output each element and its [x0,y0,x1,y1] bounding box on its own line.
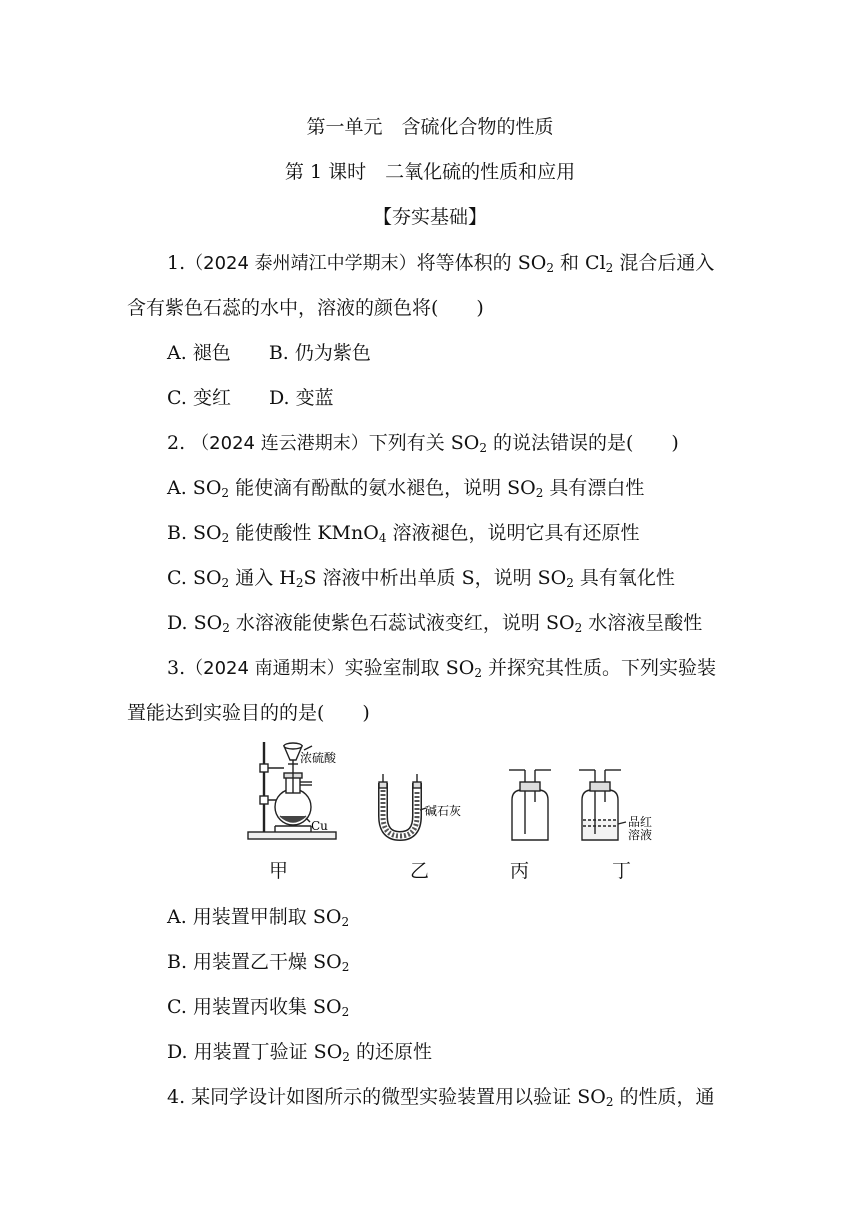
q2-option-a: A. $SO_2$ 能使滴有酚酞的氨水褪色，说明 $SO_2$ 具有漂白性 [167,477,645,500]
apparatus-ding-icon [579,770,626,840]
q3-stem-line2: 置能达到实验目的的是( ) [127,702,370,724]
lesson-title: 第 1 课时 二氧化硫的性质和应用 [284,161,576,183]
apparatus-bing-icon [509,770,551,840]
q1-stem-line1: 1.（2024 泰州靖江中学期末）将等体积的 $SO_2$ 和 $Cl_2$ 混合后通入 [167,252,715,275]
figure-label-yi: 乙 [410,860,430,882]
q3-option-a: A. 用装置甲制取 $SO_2$ [167,906,350,929]
q2-option-d: D. $SO_2$ 水溶液能使紫色石蕊试液变红，说明 $SO_2$ 水溶液呈酸性 [167,612,703,635]
q3-source: （2024 南通期末） [185,658,345,679]
q1-options-cd [167,385,334,411]
label-pinhong-1: 品红 [628,815,653,829]
q3-number: 3. [167,657,186,679]
q2-option-b: B. $SO_2$ 能使酸性 KMnO$_4$ 溶液褪色，说明它具有还原性 [167,522,640,545]
q1-option-a: A. 褪色 [167,342,231,364]
q1-option-d: D. 变蓝 [268,387,334,409]
label-soda-lime: 碱石灰 [425,804,462,818]
q2-option-c: C. $SO_2$ 通入 $H_2S$ 溶液中析出单质 S，说明 $SO_2$ 具有氧化性 [167,567,675,590]
figure-label-ding: 丁 [612,860,632,882]
label-conc-acid: 浓硫酸 [300,751,337,765]
label-cu: Cu [311,819,328,833]
label-pinhong-2: 溶液 [628,828,653,842]
figure-label-jia: 甲 [269,860,289,882]
q2-number: 2. [167,432,192,454]
q1-source: （2024 泰州靖江中学期末） [185,253,417,274]
q3-stem-line1: 3.（2024 南通期末）实验室制取 $SO_2$ 并探究其性质。下列实验装 [167,657,716,680]
q1-option-b: B. 仍为紫色 [268,342,371,364]
q3-option-c: C. 用装置丙收集 $SO_2$ [167,996,350,1019]
figure-label-bing: 丙 [510,860,530,882]
section-title: 【夯实基础】 [372,206,487,228]
q1-option-c: C. 变红 [167,387,231,409]
q3-option-d: D. 用装置丁验证 $SO_2$ 的还原性 [167,1041,432,1064]
q3-option-b: B. 用装置乙干燥 $SO_2$ [167,951,350,974]
q2-stem: 2. （2024 连云港期末）下列有关 $SO_2$ 的说法错误的是( ) [167,432,679,455]
q1-stem-line2: 含有紫色石蕊的水中，溶液的颜色将( ) [127,297,484,319]
q4-stem: 4. 某同学设计如图所示的微型实验装置用以验证 $SO_2$ 的性质，通 [167,1086,715,1109]
apparatus-figure [238,738,668,884]
q2-source: （2024 连云港期末） [191,433,369,454]
q1-number: 1. [167,252,186,274]
q1-options-ab [167,340,371,366]
unit-title: 第一单元 含硫化合物的性质 [306,116,554,138]
apparatus-yi-icon [379,774,426,836]
